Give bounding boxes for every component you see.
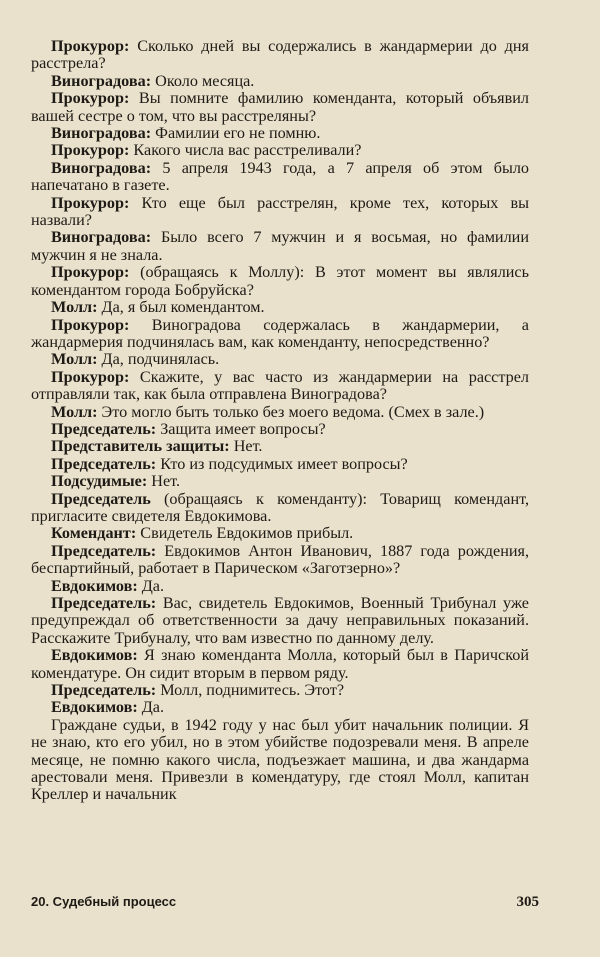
transcript-paragraph	[31, 438, 529, 455]
speaker-label: Молл:	[51, 402, 98, 421]
printer-signature: 20. Судебный процесс	[31, 894, 177, 909]
transcript-paragraph	[31, 404, 529, 421]
transcript-paragraph	[31, 717, 529, 804]
transcript-paragraph	[31, 525, 529, 542]
transcript-paragraph	[31, 38, 529, 73]
page-number: 305	[516, 894, 539, 910]
speech-text: Кто еще был расстрелян, кроме тех, которых вы назвали?	[31, 193, 529, 230]
speech-text: Свидетель Евдокимов прибыл.	[140, 524, 354, 543]
speaker-label: Прокурор:	[51, 367, 130, 386]
speaker-label: Прокурор:	[51, 141, 130, 160]
transcript-paragraph	[31, 595, 529, 647]
transcript-paragraph	[31, 142, 529, 159]
transcript-paragraph	[31, 299, 529, 316]
transcript-paragraph	[31, 456, 529, 473]
speaker-label: Виноградова:	[51, 228, 152, 247]
transcript-paragraph	[31, 578, 529, 595]
speech-text: Да.	[141, 576, 165, 595]
transcript-paragraph	[31, 90, 529, 125]
speech-text: Вы помните фамилию коменданта, который объявил вашей сестре о том, что вы расстреляны?	[31, 89, 530, 125]
speaker-label: Председатель	[51, 489, 151, 508]
transcript-paragraph	[31, 264, 529, 299]
transcript-paragraph	[31, 421, 529, 438]
speaker-label: Молл:	[51, 350, 98, 369]
speech-text: Скажите, у вас часто из жандармерии на расстрел отправляли так, как была отправлена Виноградова?	[31, 367, 529, 404]
speaker-label: Председатель:	[51, 541, 157, 560]
speaker-label: Представитель защиты:	[51, 437, 230, 456]
speech-text: Это могло быть только без моего ведома. (Смех в зале.)	[101, 402, 485, 421]
speaker-label: Подсудимые:	[51, 472, 148, 491]
transcript-paragraph	[31, 160, 529, 195]
speech-text: Фамилии его не помню.	[155, 124, 321, 143]
speaker-label: Евдокимов:	[51, 698, 138, 717]
speech-text: Сколько дней вы содержались в жандармерии до дня расстрела?	[31, 37, 529, 73]
transcript-body	[31, 38, 529, 804]
transcript-paragraph	[31, 473, 529, 490]
transcript-paragraph	[31, 543, 529, 578]
speech-text: Да, подчинялась.	[101, 350, 220, 369]
transcript-paragraph	[31, 369, 529, 404]
transcript-paragraph	[31, 125, 529, 142]
speech-text: (обращаясь к коменданту): Товарищ комендант, пригласите свидетеля Евдокимова.	[31, 489, 530, 525]
speaker-label: Председатель:	[51, 594, 157, 612]
speaker-label: Виноградова:	[51, 71, 152, 90]
speaker-label: Прокурор:	[51, 315, 130, 334]
speech-text: Я знаю коменданта Молла, который был в Паричской комендатуре. Он сидит вторым в первом ряду.	[31, 646, 529, 682]
speaker-label: Евдокимов:	[51, 576, 138, 595]
transcript-paragraph	[31, 229, 529, 264]
transcript-paragraph	[31, 647, 529, 682]
transcript-paragraph	[31, 682, 529, 699]
speech-text: Кто из подсудимых имеет вопросы?	[160, 454, 408, 473]
speaker-label: Комендант:	[51, 524, 137, 543]
speaker-label: Прокурор:	[51, 263, 130, 282]
transcript-paragraph	[31, 73, 529, 90]
speaker-label: Прокурор:	[51, 193, 130, 212]
speaker-label: Прокурор:	[51, 89, 130, 108]
speech-text: Да.	[141, 698, 165, 717]
transcript-paragraph	[31, 351, 529, 368]
speech-text: Да, я был комендантом.	[101, 298, 265, 317]
speech-text: Нет.	[233, 437, 263, 456]
transcript-paragraph	[31, 491, 529, 526]
page-footer	[31, 894, 539, 911]
speech-text: Виноградова содержалась в жандармерии, а жандармерия подчинялась вам, как коменданту, непосредственно?	[31, 315, 529, 351]
speech-text: Какого числа вас расстреливали?	[133, 141, 362, 160]
speech-text: Около месяца.	[155, 71, 255, 90]
transcript-paragraph	[31, 317, 529, 352]
speaker-label: Виноградова:	[51, 158, 152, 177]
speaker-label: Евдокимов:	[51, 646, 138, 665]
speech-text: 5 апреля 1943 года, а 7 апреля об этом было напечатано в газете.	[31, 158, 529, 195]
speaker-label: Виноградова:	[51, 124, 152, 143]
speaker-label: Председатель:	[51, 454, 157, 473]
speech-text: Евдокимов Антон Иванович, 1887 года рождения, беспартийный, работает в Парическом «Заготзерно»?	[31, 541, 530, 578]
speech-text: Граждане судьи, в 1942 году у нас был убит начальник полиции. Я не знаю, кто его убил, но в этом убийстве подозревали меня. В апреле месяце, не помню какого числа, подъезжает машина, и два жандарма арестовали меня. Привезли в комендатуру, где стоял Молл, капитан Креллер и начальник	[31, 715, 529, 804]
transcript-paragraph	[31, 699, 529, 716]
speech-text: (обращаясь к Моллу): В этот момент вы являлись комендантом города Бобруйска?	[31, 263, 529, 299]
speech-text: Молл, поднимитесь. Этот?	[160, 681, 345, 700]
speech-text: Нет.	[151, 472, 181, 491]
speaker-label: Председатель:	[51, 681, 157, 700]
transcript-paragraph	[31, 195, 529, 230]
speaker-label: Прокурор:	[51, 37, 130, 55]
speaker-label: Молл:	[51, 298, 98, 317]
speech-text: Вас, свидетель Евдокимов, Военный Трибунал уже предупреждал об ответственности за дачу неправильных показаний. Расскажите Трибуналу, что вам известно по данному делу.	[31, 594, 529, 647]
speech-text: Было всего 7 мужчин и я восьмая, но фамилии мужчин я не знала.	[31, 228, 530, 264]
speech-text: Защита имеет вопросы?	[160, 419, 326, 438]
speaker-label: Председатель:	[51, 419, 157, 438]
